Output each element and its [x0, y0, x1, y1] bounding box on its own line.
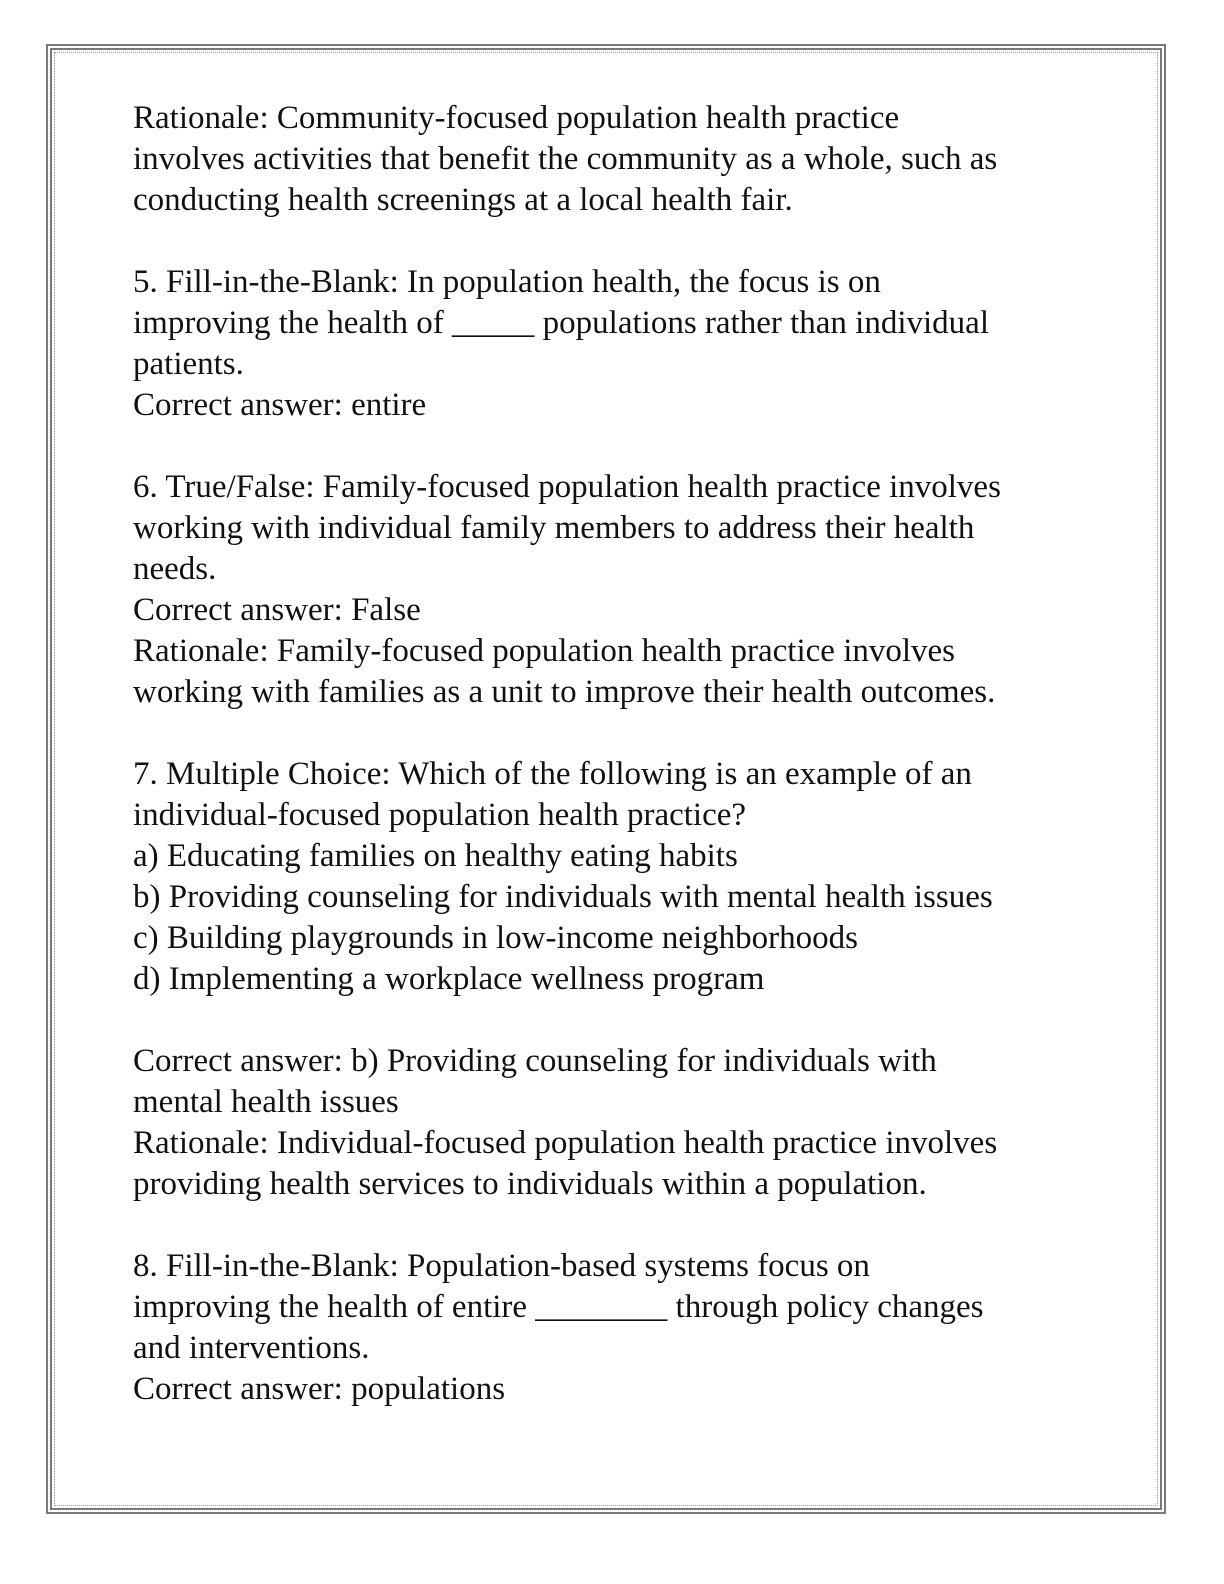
question-line: and interventions.: [133, 1330, 370, 1366]
question-line: improving the health of entire ________ through policy changes: [133, 1289, 984, 1325]
question-line: 7. Multiple Choice: Which of the following is an example of an: [133, 756, 972, 792]
question-5: [133, 262, 1093, 426]
rationale-line: Rationale: Community-focused population health practice: [133, 100, 900, 136]
option-d: d) Implementing a workplace wellness program: [133, 961, 765, 997]
rationale-line: involves activities that benefit the community as a whole, such as: [133, 141, 998, 177]
correct-answer: Correct answer: False: [133, 592, 421, 628]
paragraph-gap: [133, 1000, 1093, 1041]
question-7: [133, 754, 1093, 1205]
question-line: 6. True/False: Family-focused population health practice involves: [133, 469, 1001, 505]
rationale-question-4: [133, 98, 1093, 221]
correct-answer: Correct answer: b) Providing counseling for individuals with: [133, 1043, 937, 1079]
correct-answer: Correct answer: populations: [133, 1371, 506, 1407]
question-line: 8. Fill-in-the-Blank: Population-based systems focus on: [133, 1248, 870, 1284]
rationale-line: working with families as a unit to improve their health outcomes.: [133, 674, 996, 710]
rationale-line: Rationale: Individual-focused population health practice involves: [133, 1125, 998, 1161]
question-8: [133, 1246, 1093, 1410]
correct-answer: mental health issues: [133, 1084, 399, 1120]
question-line: working with individual family members to address their health: [133, 510, 975, 546]
question-6: [133, 467, 1093, 713]
rationale-line: Rationale: Family-focused population health practice involves: [133, 633, 956, 669]
question-line: needs.: [133, 551, 217, 587]
question-line: 5. Fill-in-the-Blank: In population health, the focus is on: [133, 264, 881, 300]
question-line: patients.: [133, 346, 244, 382]
paragraph-gap: [133, 1205, 1093, 1246]
option-b: b) Providing counseling for individuals with mental health issues: [133, 879, 993, 915]
rationale-line: providing health services to individuals within a population.: [133, 1166, 927, 1202]
option-c: c) Building playgrounds in low-income neighborhoods: [133, 920, 858, 956]
question-line: individual-focused population health practice?: [133, 797, 747, 833]
rationale-line: conducting health screenings at a local health fair.: [133, 182, 793, 218]
correct-answer: Correct answer: entire: [133, 387, 427, 423]
question-line: improving the health of _____ populations rather than individual: [133, 305, 990, 341]
paragraph-gap: [133, 426, 1093, 467]
document-body: [133, 98, 1093, 1410]
paragraph-gap: [133, 713, 1093, 754]
option-a: a) Educating families on healthy eating habits: [133, 838, 738, 874]
paragraph-gap: [133, 221, 1093, 262]
